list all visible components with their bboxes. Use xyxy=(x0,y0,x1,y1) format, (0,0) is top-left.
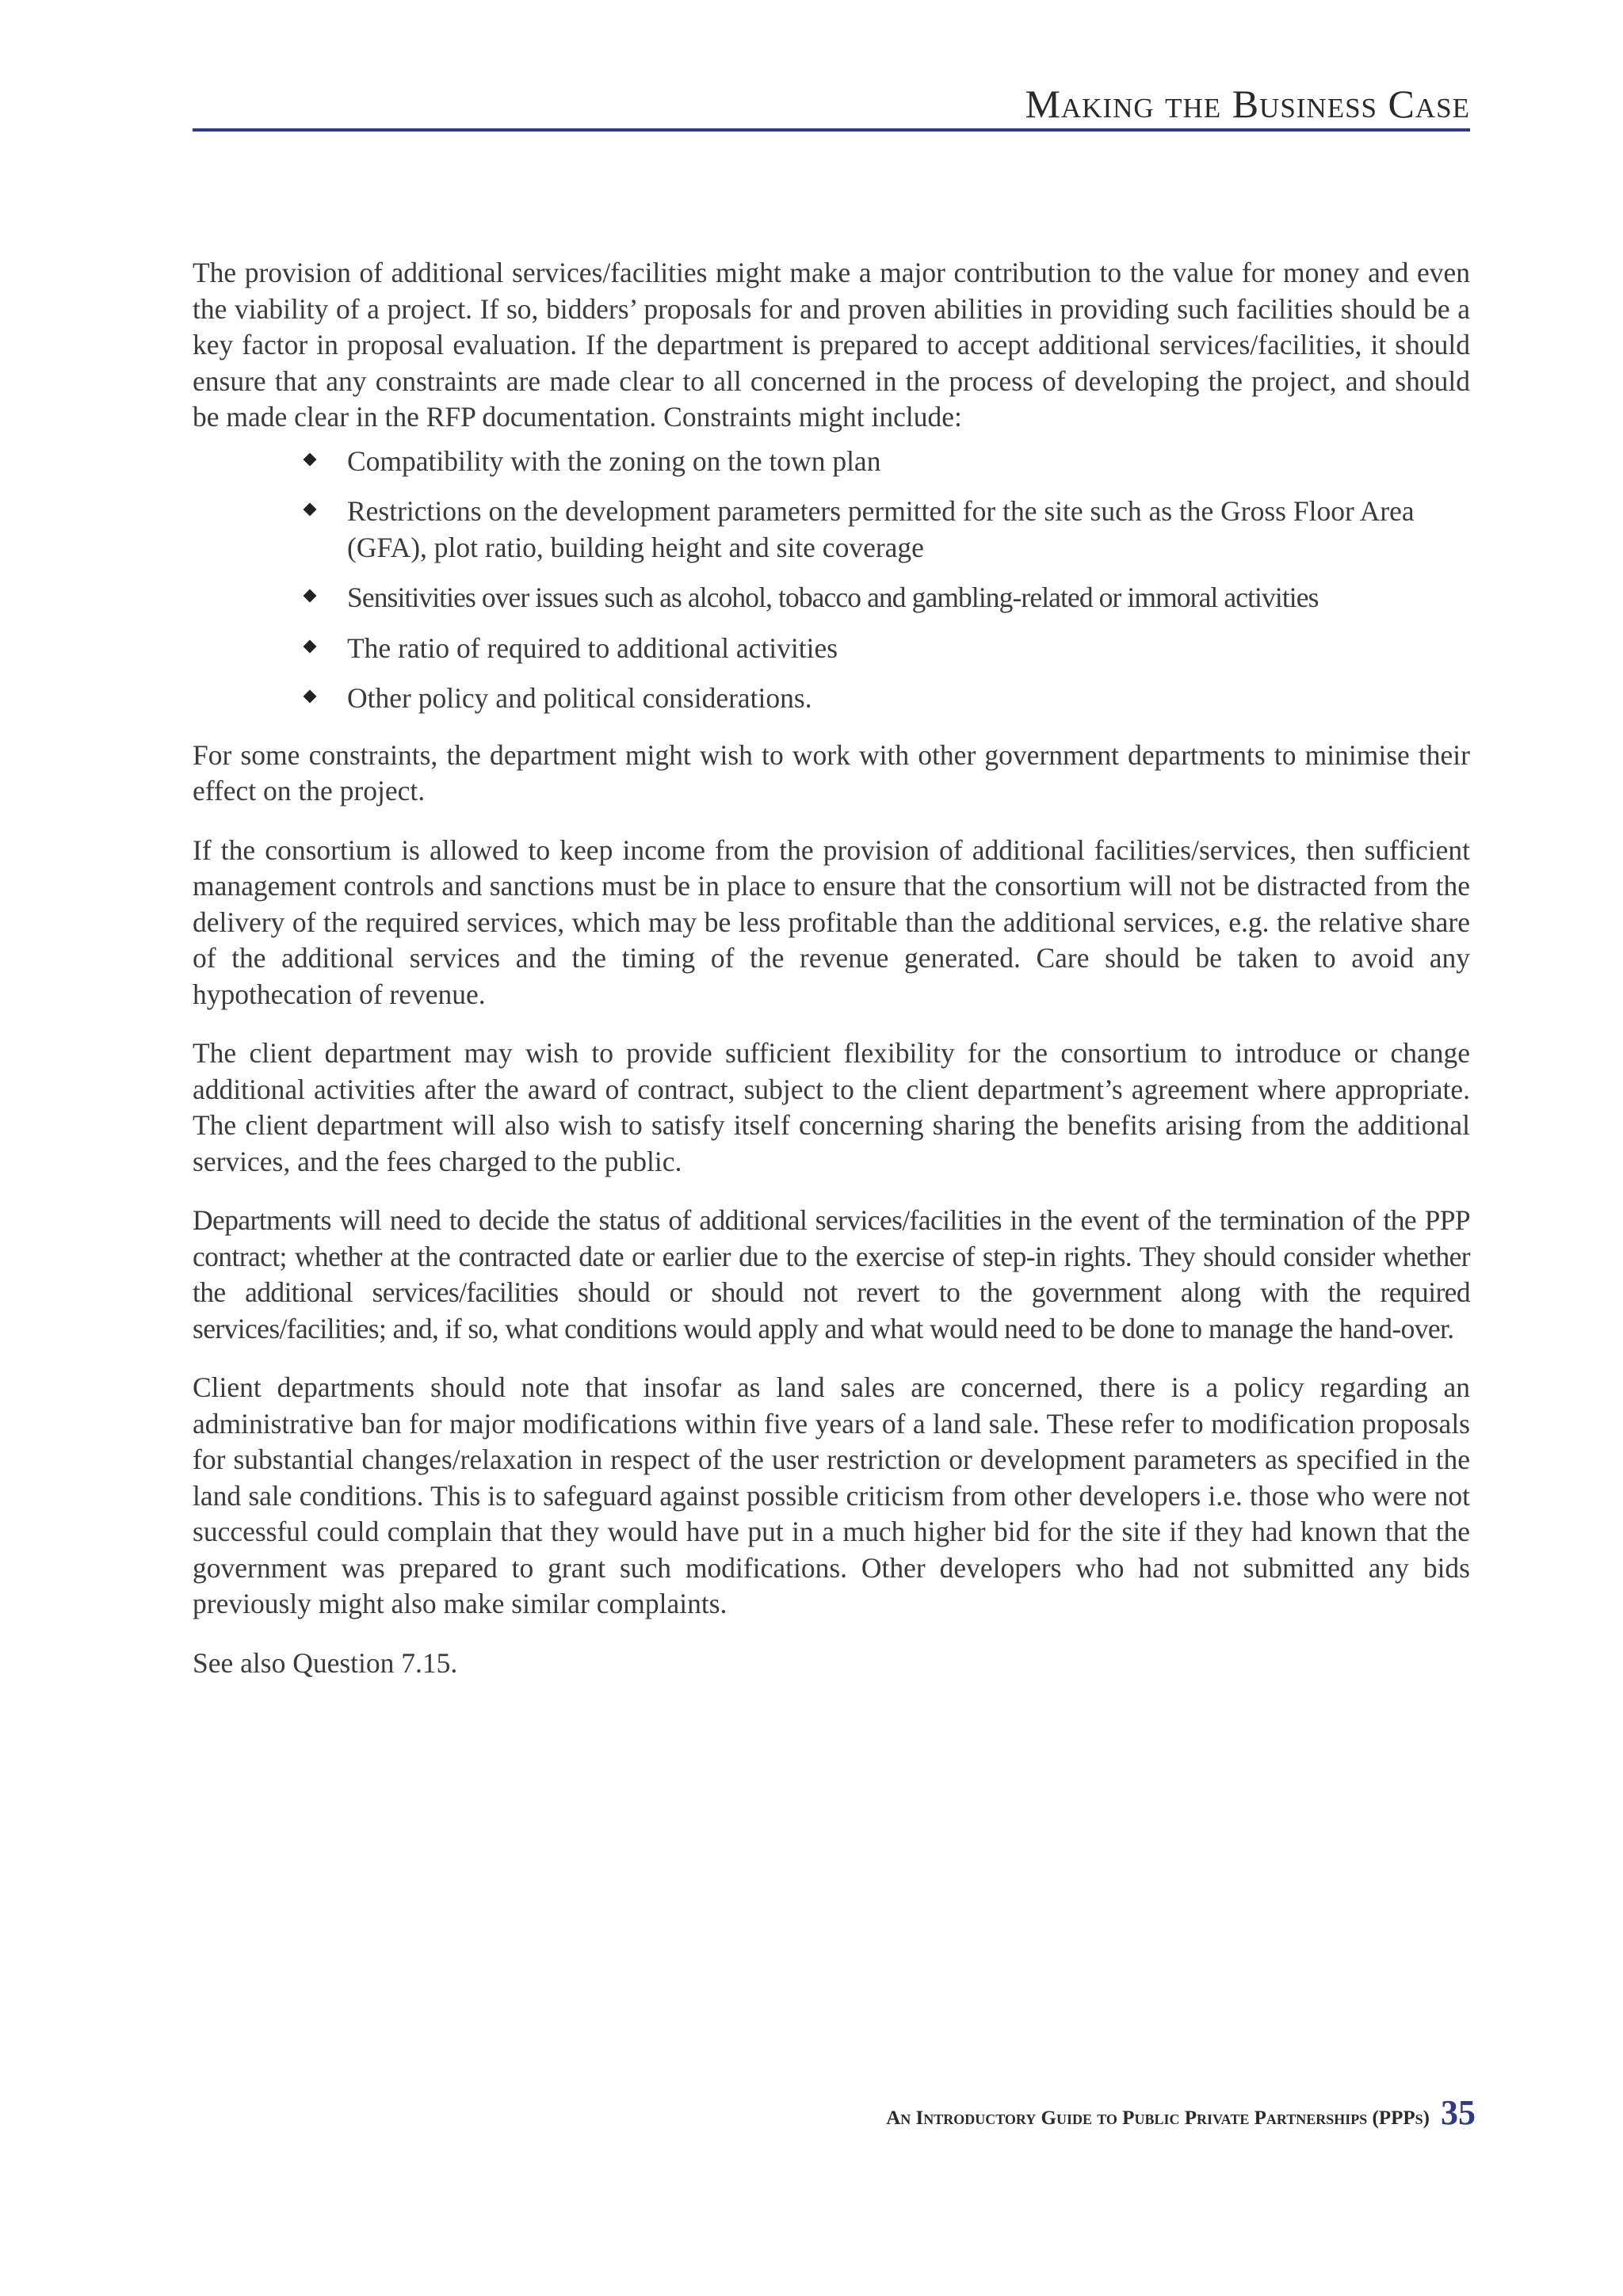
list-item xyxy=(347,580,1470,616)
list-item-text: Compatibility with the zoning on the town plan xyxy=(347,444,881,477)
paragraph-3: If the consortium is allowed to keep income from the provision of additional facilities/services, then sufficient management controls and sanctions must be in place to ensure that the consortium will not be distracted from the delivery of the required services, which may be less profitable than the additional services, e.g. the relative share of the additional services and the timing of the revenue generated. Care should be taken to avoid any hypothecation of revenue. xyxy=(193,833,1470,1010)
main-content xyxy=(193,255,1470,1704)
list-item-text: Other policy and political considerations. xyxy=(347,682,812,714)
header-rule xyxy=(193,128,1470,132)
paragraph-1: The provision of additional services/facilities might make a major contribution to the value for money and even the viability of a project. If so, bidders’ proposals for and proven abilities in providing such facilities should be a key factor in proposal evaluation. If the department is prepared to accept additional services/facilities, it should ensure that any constraints are made clear to all concerned in the process of developing the project, and should be made clear in the RFP documentation. Constraints might include: xyxy=(193,257,1470,433)
footer-guide-title: An Introductory Guide to Public Private Partnerships (PPPs) xyxy=(886,2107,1430,2129)
diamond-bullet-icon xyxy=(304,690,317,704)
page-header xyxy=(193,79,1470,132)
list-item xyxy=(347,631,1470,667)
diamond-bullet-icon xyxy=(304,639,317,653)
paragraph-7: See also Question 7.15. xyxy=(193,1646,458,1679)
paragraph-5: Departments will need to decide the status of additional services/facilities in the event of the termination of the PPP contract; whether at the contracted date or earlier due to the exercise of step-in rights. They should consider whether the additional services/facilities should or should not revert to the government along with the required services/facilities; and, if so, what conditions would apply and what would need to be done to manage the hand-over. xyxy=(193,1204,1470,1344)
diamond-bullet-icon xyxy=(304,503,317,517)
list-item xyxy=(347,444,1470,480)
page-number: 35 xyxy=(1441,2093,1476,2132)
list-item xyxy=(347,494,1470,566)
paragraph-4: The client department may wish to provide sufficient flexibility for the consortium to introduce or change additional activities after the award of contract, subject to the client department’s agreement where appropriate. The client department will also wish to satisfy itself concerning sharing the benefits arising from the additional services, and the fees charged to the public. xyxy=(193,1037,1470,1177)
running-header-title: Making the Business Case xyxy=(1025,82,1470,126)
paragraph-2: For some constraints, the department might wish to work with other government departments to minimise their effect on the project. xyxy=(193,738,1470,807)
page-footer xyxy=(886,2093,1476,2132)
list-item-text: Sensitivities over issues such as alcohol, tobacco and gambling-related or immoral activities xyxy=(347,582,1319,613)
list-item-text: The ratio of required to additional activities xyxy=(347,631,838,664)
list-item-text: Restrictions on the development parameters permitted for the site such as the Gross Floor Area (GFA), plot ratio, building height and site coverage xyxy=(347,495,1415,563)
constraints-list xyxy=(193,444,1470,717)
list-item xyxy=(347,681,1470,717)
paragraph-6: Client departments should note that insofar as land sales are concerned, there is a policy regarding an administrative ban for major modifications within five years of a land sale. These refer to modification proposals for substantial changes/relaxation in respect of the user restriction or development parameters as specified in the land sale conditions. This is to safeguard against possible criticism from other developers i.e. those who were not successful could complain that they would have put in a much higher bid for the site if they had known that the government was prepared to grant such modifications. Other developers who had not submitted any bids previously might also make similar complaints. xyxy=(193,1371,1470,1619)
diamond-bullet-icon xyxy=(304,589,317,603)
diamond-bullet-icon xyxy=(304,452,317,466)
